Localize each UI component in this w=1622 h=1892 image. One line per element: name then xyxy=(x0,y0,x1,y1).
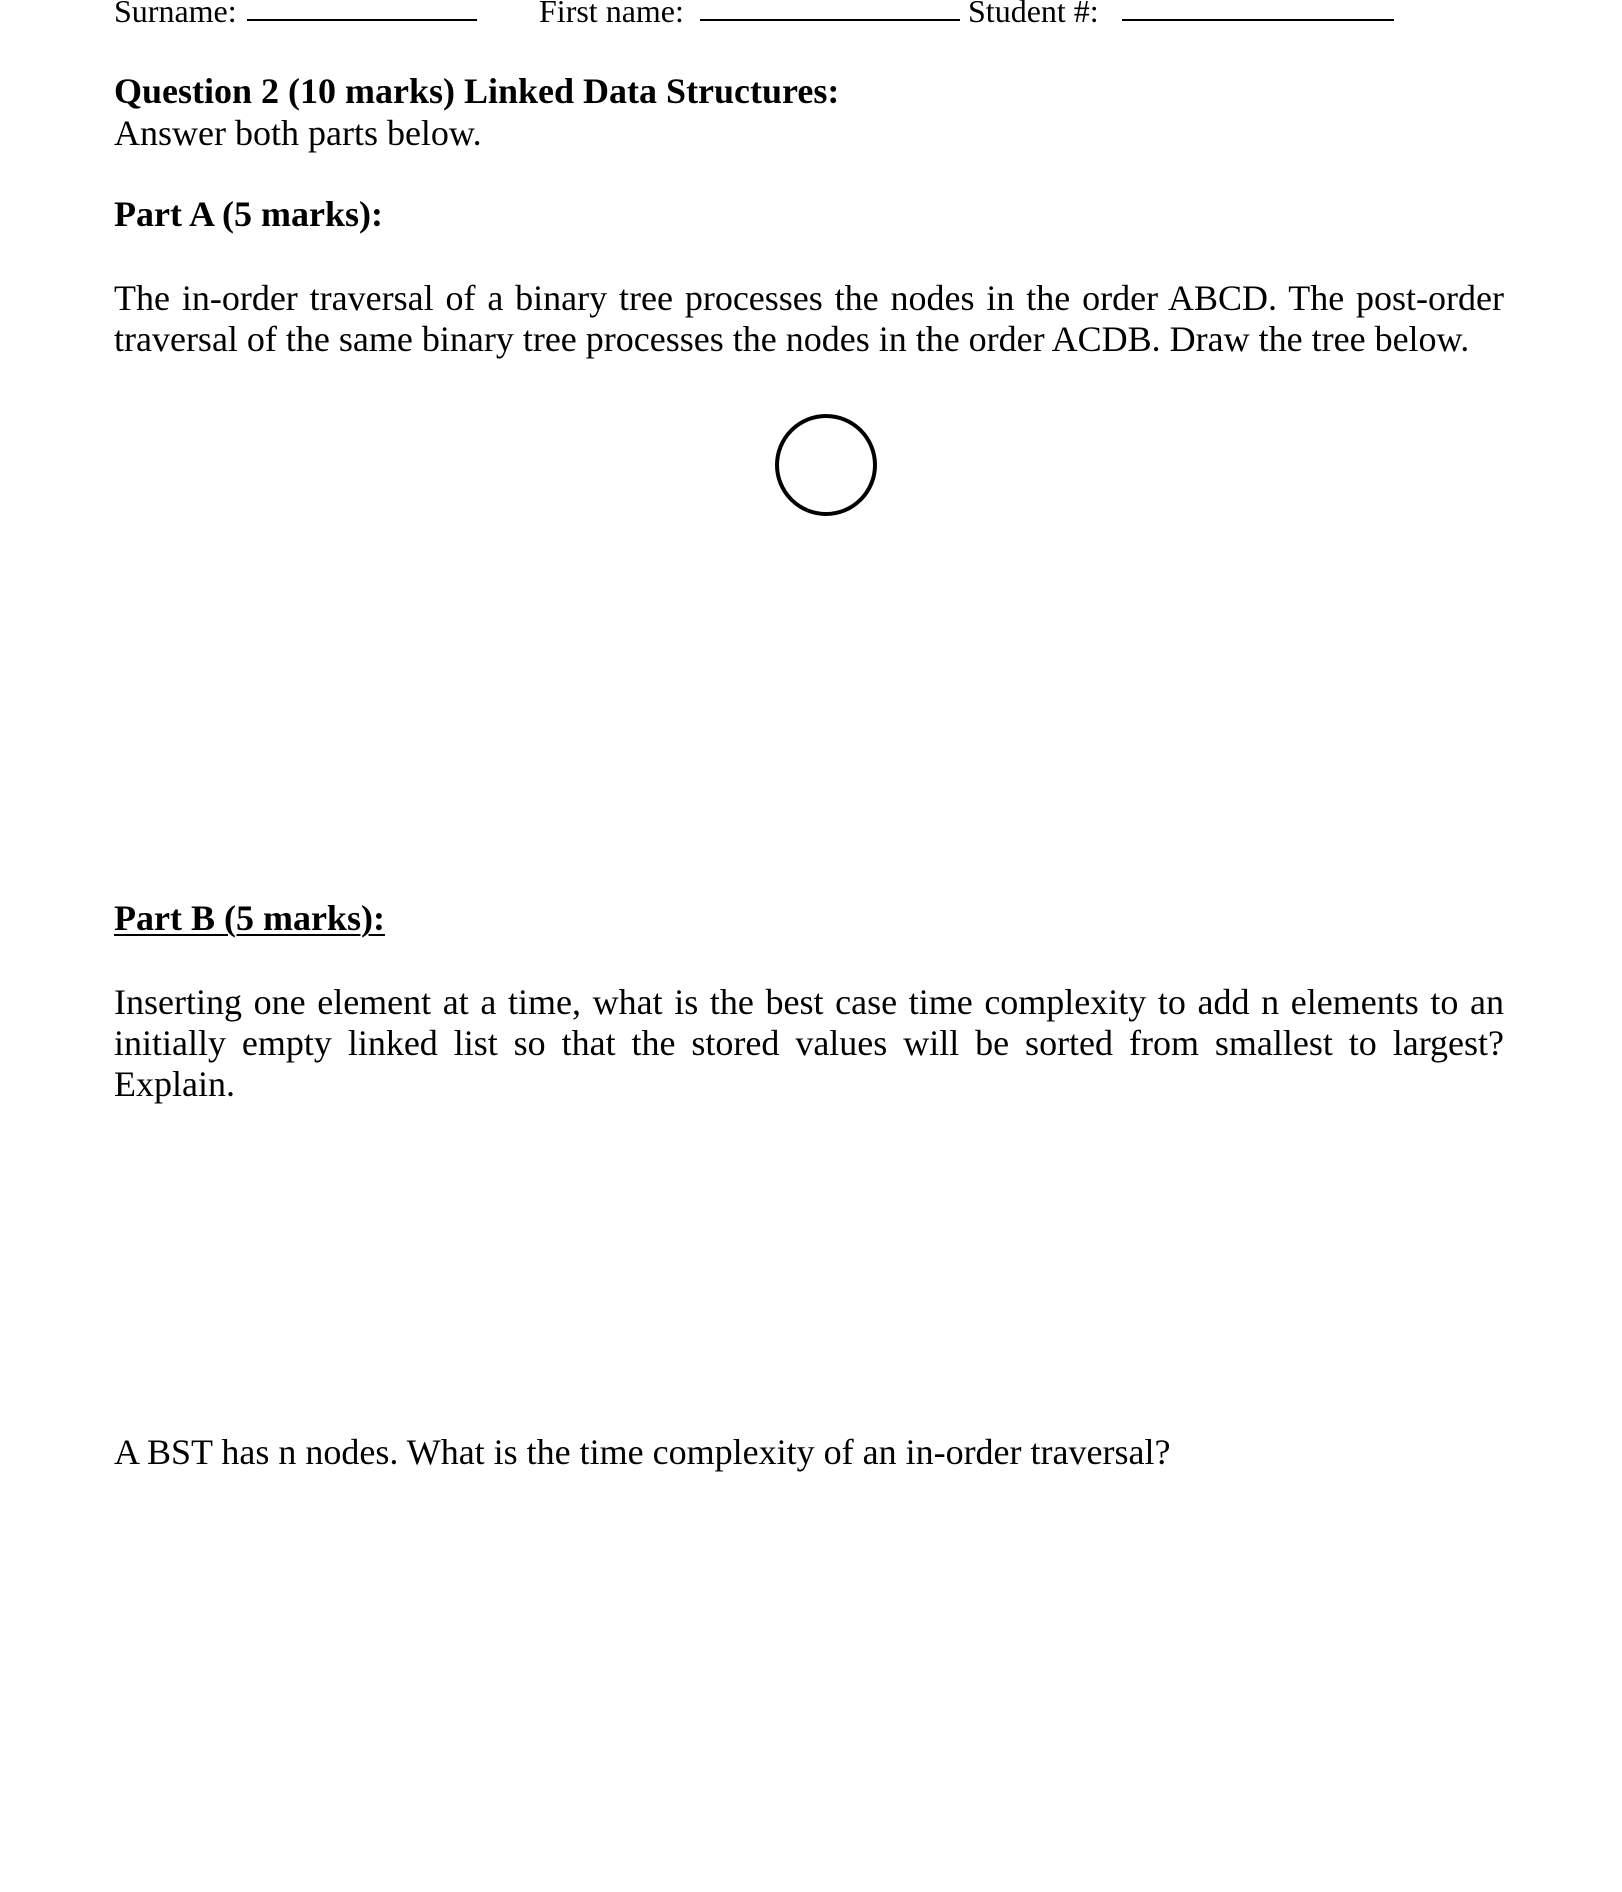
student-number-label: Student #: xyxy=(968,0,1099,29)
surname-label: Surname: xyxy=(114,0,237,29)
first-name-blank xyxy=(700,19,960,21)
student-number-blank xyxy=(1122,19,1394,21)
part-b-bst-question-text: A BST has n nodes. What is the time complexity of an in-order traversal? xyxy=(114,1432,1171,1472)
question-title: Question 2 (10 marks) Linked Data Structures: xyxy=(114,71,840,111)
tree-node-circle xyxy=(775,414,877,516)
part-a-question-text: The in-order traversal of a binary tree processes the nodes in the order ABCD. The post-order traversal of the same binary tree processes the nodes in the order ACDB. Draw the tree below. xyxy=(114,278,1504,359)
first-name-label: First name: xyxy=(539,0,684,29)
student-info-header xyxy=(114,0,1394,31)
part-b-heading: Part B (5 marks): xyxy=(114,898,385,938)
part-a-heading: Part A (5 marks): xyxy=(114,194,383,234)
surname-blank xyxy=(247,19,477,21)
question-instruction: Answer both parts below. xyxy=(114,113,482,153)
part-b-question-text: Inserting one element at a time, what is the best case time complexity to add n elements to an initially empty linked list so that the stored values will be sorted from smallest to largest? Explain. xyxy=(114,982,1504,1104)
